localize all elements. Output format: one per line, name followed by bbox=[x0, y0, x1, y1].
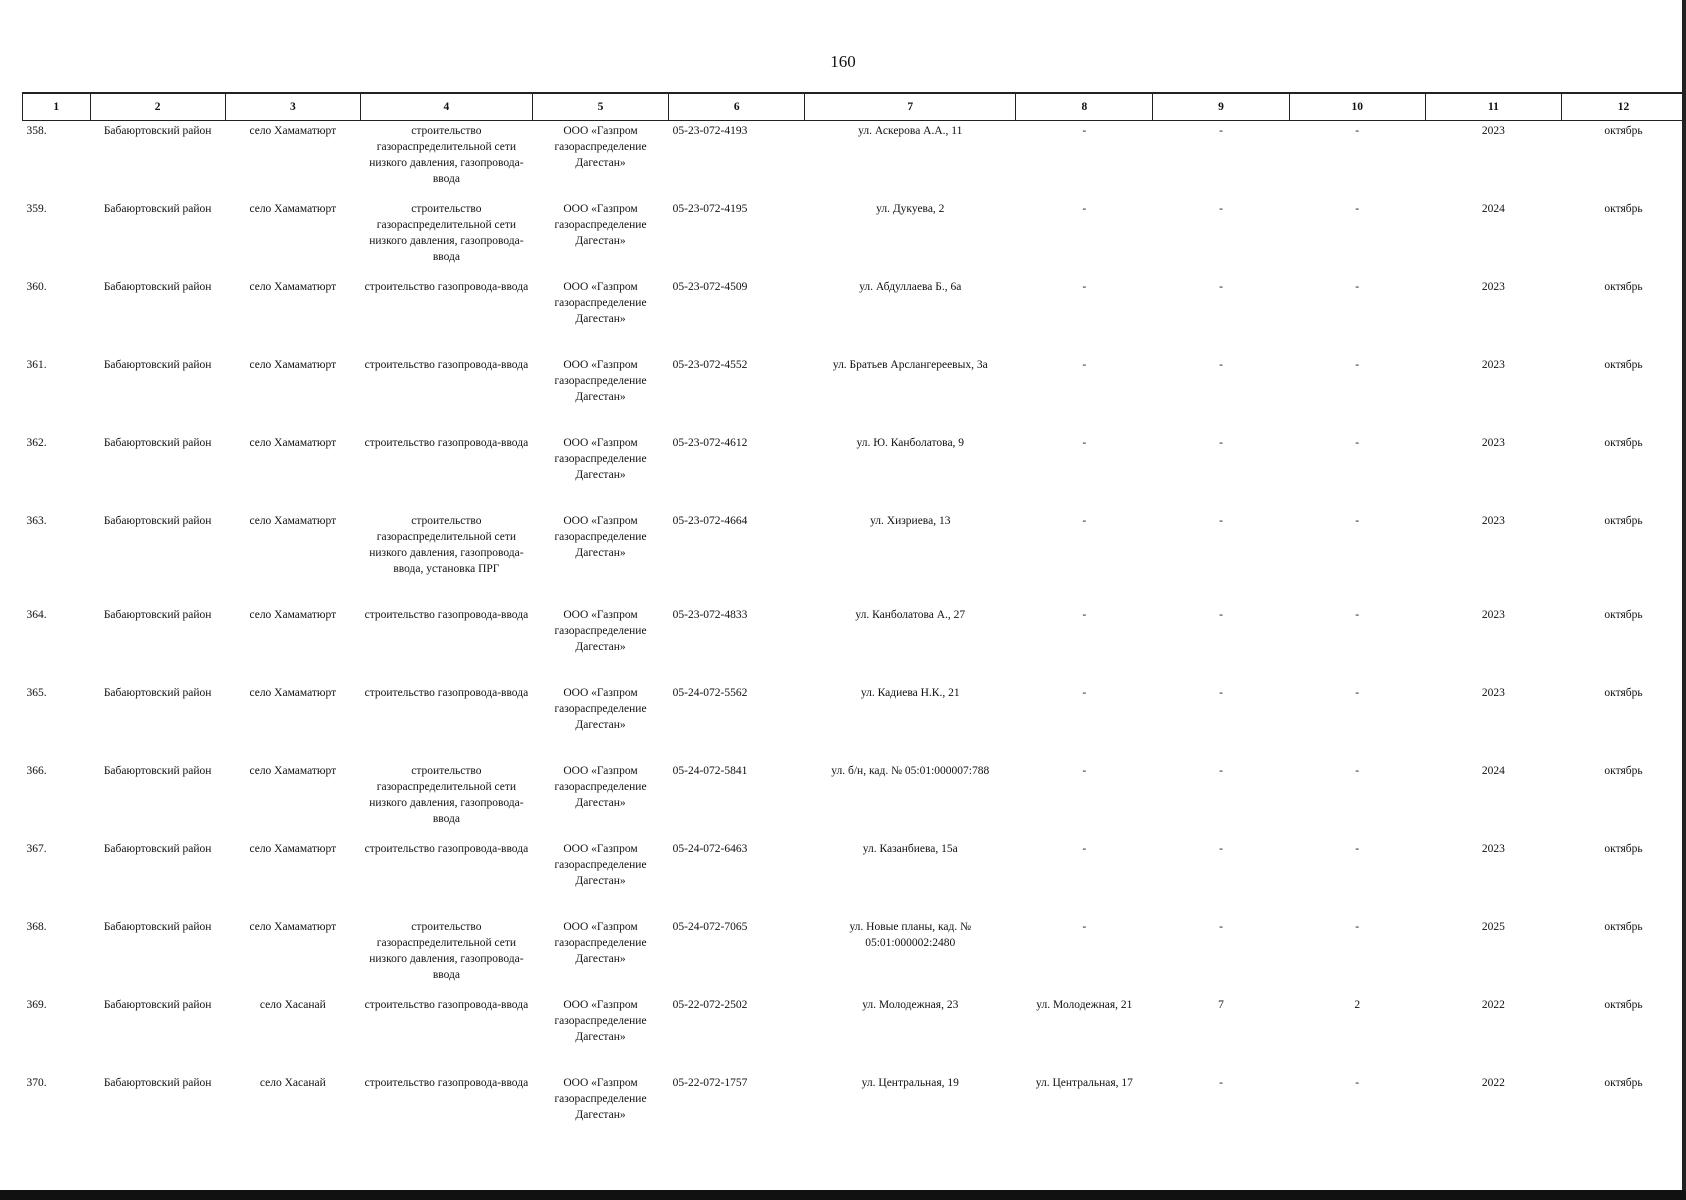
table-row bbox=[23, 199, 1686, 277]
column-header: 4 bbox=[360, 93, 532, 121]
year-cell: 2023 bbox=[1481, 515, 1505, 527]
settlement-cell: село Хамаматюрт bbox=[249, 515, 337, 527]
district-cell: Бабаюртовский район bbox=[103, 609, 212, 621]
month-cell: октябрь bbox=[1604, 609, 1643, 621]
table-row bbox=[23, 605, 1686, 683]
column-9-cell: - bbox=[1219, 765, 1223, 777]
work-type-cell: строительство газопровода-ввода bbox=[364, 359, 529, 371]
settlement-cell: село Хамаматюрт bbox=[249, 437, 337, 449]
row-number: 366. bbox=[26, 765, 47, 777]
column-8-cell: - bbox=[1082, 687, 1087, 699]
row-number: 360. bbox=[26, 281, 47, 293]
row-number: 370. bbox=[26, 1077, 47, 1089]
column-9-cell: - bbox=[1219, 125, 1223, 137]
column-9-cell: - bbox=[1219, 515, 1223, 527]
year-cell: 2023 bbox=[1481, 843, 1505, 855]
address-cell: ул. Абдуллаева Б., 6а bbox=[859, 281, 962, 293]
year-cell: 2023 bbox=[1481, 609, 1505, 621]
month-cell: октябрь bbox=[1604, 999, 1643, 1011]
settlement-cell: село Хасанай bbox=[259, 1077, 326, 1089]
row-number: 361. bbox=[26, 359, 47, 371]
month-cell: октябрь bbox=[1604, 281, 1643, 293]
year-cell: 2023 bbox=[1481, 125, 1505, 137]
work-type-cell: строительство газопровода-ввода bbox=[364, 437, 529, 449]
column-8-cell: - bbox=[1082, 515, 1087, 527]
registry-table bbox=[22, 92, 1686, 1151]
work-type-cell: строительство газораспределительной сети низкого давления, газопровода-ввода bbox=[369, 203, 524, 263]
address-cell: ул. Канболатова А., 27 bbox=[855, 609, 966, 621]
address-cell: ул. Аскерова А.А., 11 bbox=[858, 125, 963, 137]
column-10-cell: - bbox=[1355, 281, 1360, 293]
row-number: 369. bbox=[26, 999, 47, 1011]
organization-cell: ООО «Газпром газораспределение Дагестан» bbox=[554, 687, 647, 731]
year-cell: 2023 bbox=[1481, 437, 1505, 449]
district-cell: Бабаюртовский район bbox=[103, 125, 212, 137]
column-8-cell: ул. Молодежная, 21 bbox=[1036, 999, 1133, 1011]
column-10-cell: - bbox=[1355, 687, 1360, 699]
row-number: 367. bbox=[26, 843, 47, 855]
address-cell: ул. Дукуева, 2 bbox=[876, 203, 945, 215]
column-header: 11 bbox=[1425, 93, 1561, 121]
request-code-cell: 05-22-072-2502 bbox=[672, 999, 748, 1011]
column-8-cell: - bbox=[1082, 765, 1087, 777]
district-cell: Бабаюртовский район bbox=[103, 359, 212, 371]
column-10-cell: - bbox=[1355, 125, 1360, 137]
month-cell: октябрь bbox=[1604, 437, 1643, 449]
column-8-cell: - bbox=[1082, 203, 1087, 215]
column-header: 5 bbox=[532, 93, 668, 121]
column-10-cell: - bbox=[1355, 609, 1360, 621]
settlement-cell: село Хамаматюрт bbox=[249, 687, 337, 699]
organization-cell: ООО «Газпром газораспределение Дагестан» bbox=[554, 125, 647, 169]
table-row bbox=[23, 511, 1686, 605]
column-8-cell: - bbox=[1082, 125, 1087, 137]
organization-cell: ООО «Газпром газораспределение Дагестан» bbox=[554, 281, 647, 325]
table-row bbox=[23, 1073, 1686, 1151]
column-9-cell: - bbox=[1219, 921, 1223, 933]
column-9-cell: - bbox=[1219, 359, 1223, 371]
column-10-cell: - bbox=[1355, 515, 1360, 527]
organization-cell: ООО «Газпром газораспределение Дагестан» bbox=[554, 921, 647, 965]
column-9-cell: - bbox=[1219, 843, 1223, 855]
settlement-cell: село Хамаматюрт bbox=[249, 203, 337, 215]
column-10-cell: - bbox=[1355, 359, 1360, 371]
table-row bbox=[23, 995, 1686, 1073]
request-code-cell: 05-22-072-1757 bbox=[672, 1077, 748, 1089]
organization-cell: ООО «Газпром газораспределение Дагестан» bbox=[554, 999, 647, 1043]
column-9-cell: - bbox=[1219, 203, 1223, 215]
table-row bbox=[23, 355, 1686, 433]
settlement-cell: село Хасанай bbox=[259, 999, 326, 1011]
address-cell: ул. Братьев Арслангереевых, 3а bbox=[832, 359, 988, 371]
work-type-cell: строительство газопровода-ввода bbox=[364, 281, 529, 293]
row-number: 368. bbox=[26, 921, 47, 933]
district-cell: Бабаюртовский район bbox=[103, 437, 212, 449]
settlement-cell: село Хамаматюрт bbox=[249, 609, 337, 621]
year-cell: 2023 bbox=[1481, 687, 1505, 699]
request-code-cell: 05-24-072-7065 bbox=[672, 921, 748, 933]
district-cell: Бабаюртовский район bbox=[103, 999, 212, 1011]
work-type-cell: строительство газораспределительной сети низкого давления, газопровода-ввода, установка ПРГ bbox=[369, 515, 524, 575]
month-cell: октябрь bbox=[1604, 515, 1643, 527]
request-code-cell: 05-24-072-5841 bbox=[672, 765, 748, 777]
work-type-cell: строительство газораспределительной сети низкого давления, газопровода-ввода bbox=[369, 765, 524, 825]
organization-cell: ООО «Газпром газораспределение Дагестан» bbox=[554, 203, 647, 247]
column-8-cell: - bbox=[1082, 281, 1087, 293]
year-cell: 2022 bbox=[1481, 999, 1505, 1011]
settlement-cell: село Хамаматюрт bbox=[249, 843, 337, 855]
row-number: 365. bbox=[26, 687, 47, 699]
table-row bbox=[23, 761, 1686, 839]
request-code-cell: 05-24-072-6463 bbox=[672, 843, 748, 855]
district-cell: Бабаюртовский район bbox=[103, 281, 212, 293]
column-9-cell: - bbox=[1219, 437, 1223, 449]
row-number: 359. bbox=[26, 203, 47, 215]
column-10-cell: - bbox=[1355, 765, 1360, 777]
settlement-cell: село Хамаматюрт bbox=[249, 765, 337, 777]
district-cell: Бабаюртовский район bbox=[103, 765, 212, 777]
column-header: 12 bbox=[1562, 93, 1686, 121]
address-cell: ул. Молодежная, 23 bbox=[862, 999, 959, 1011]
address-cell: ул. Казанбиева, 15а bbox=[862, 843, 958, 855]
work-type-cell: строительство газопровода-ввода bbox=[364, 843, 529, 855]
table-row bbox=[23, 433, 1686, 511]
organization-cell: ООО «Газпром газораспределение Дагестан» bbox=[554, 437, 647, 481]
column-8-cell: - bbox=[1082, 921, 1087, 933]
work-type-cell: строительство газораспределительной сети низкого давления, газопровода-ввода bbox=[369, 125, 524, 185]
column-header: 7 bbox=[805, 93, 1016, 121]
scan-edge bbox=[1682, 0, 1686, 1190]
work-type-cell: строительство газопровода-ввода bbox=[364, 999, 529, 1011]
column-9-cell: 7 bbox=[1218, 999, 1224, 1011]
column-header: 2 bbox=[90, 93, 225, 121]
address-cell: ул. Ю. Канболатова, 9 bbox=[856, 437, 965, 449]
table-row bbox=[23, 683, 1686, 761]
column-8-cell: - bbox=[1082, 609, 1087, 621]
month-cell: октябрь bbox=[1604, 359, 1643, 371]
column-9-cell: - bbox=[1219, 1077, 1223, 1089]
column-8-cell: ул. Центральная, 17 bbox=[1035, 1077, 1133, 1089]
request-code-cell: 05-23-072-4833 bbox=[672, 609, 748, 621]
table-row bbox=[23, 121, 1686, 200]
page-number: 160 bbox=[830, 52, 856, 71]
organization-cell: ООО «Газпром газораспределение Дагестан» bbox=[554, 843, 647, 887]
district-cell: Бабаюртовский район bbox=[103, 687, 212, 699]
column-10-cell: - bbox=[1355, 1077, 1360, 1089]
organization-cell: ООО «Газпром газораспределение Дагестан» bbox=[554, 609, 647, 653]
month-cell: октябрь bbox=[1604, 203, 1643, 215]
column-10-cell: - bbox=[1355, 843, 1360, 855]
month-cell: октябрь bbox=[1604, 843, 1643, 855]
column-header: 10 bbox=[1289, 93, 1425, 121]
year-cell: 2024 bbox=[1481, 203, 1505, 215]
settlement-cell: село Хамаматюрт bbox=[249, 359, 337, 371]
month-cell: октябрь bbox=[1604, 765, 1643, 777]
request-code-cell: 05-23-072-4552 bbox=[672, 359, 748, 371]
district-cell: Бабаюртовский район bbox=[103, 921, 212, 933]
request-code-cell: 05-23-072-4509 bbox=[672, 281, 748, 293]
year-cell: 2023 bbox=[1481, 359, 1505, 371]
organization-cell: ООО «Газпром газораспределение Дагестан» bbox=[554, 515, 647, 559]
column-8-cell: - bbox=[1082, 843, 1087, 855]
column-header: 8 bbox=[1016, 93, 1153, 121]
column-header: 1 bbox=[23, 93, 91, 121]
address-cell: ул. Новые планы, кад. № 05:01:000002:2480 bbox=[849, 921, 972, 949]
column-8-cell: - bbox=[1082, 437, 1087, 449]
month-cell: октябрь bbox=[1604, 921, 1643, 933]
table-row bbox=[23, 917, 1686, 995]
month-cell: октябрь bbox=[1604, 1077, 1643, 1089]
month-cell: октябрь bbox=[1604, 125, 1643, 137]
request-code-cell: 05-23-072-4193 bbox=[672, 125, 748, 137]
column-10-cell: - bbox=[1355, 203, 1360, 215]
request-code-cell: 05-24-072-5562 bbox=[672, 687, 748, 699]
year-cell: 2025 bbox=[1481, 921, 1505, 933]
address-cell: ул. Центральная, 19 bbox=[861, 1077, 959, 1089]
work-type-cell: строительство газопровода-ввода bbox=[364, 1077, 529, 1089]
row-number: 358. bbox=[26, 125, 47, 137]
settlement-cell: село Хамаматюрт bbox=[249, 921, 337, 933]
work-type-cell: строительство газопровода-ввода bbox=[364, 687, 529, 699]
request-code-cell: 05-23-072-4664 bbox=[672, 515, 748, 527]
address-cell: ул. Хизриева, 13 bbox=[870, 515, 951, 527]
table-row bbox=[23, 277, 1686, 355]
organization-cell: ООО «Газпром газораспределение Дагестан» bbox=[554, 765, 647, 809]
column-header: 9 bbox=[1153, 93, 1289, 121]
district-cell: Бабаюртовский район bbox=[103, 843, 212, 855]
request-code-cell: 05-23-072-4612 bbox=[672, 437, 748, 449]
column-10-cell: 2 bbox=[1354, 999, 1361, 1011]
table-body bbox=[23, 121, 1686, 1152]
column-9-cell: - bbox=[1219, 281, 1223, 293]
month-cell: октябрь bbox=[1604, 687, 1643, 699]
district-cell: Бабаюртовский район bbox=[103, 203, 212, 215]
column-8-cell: - bbox=[1082, 359, 1087, 371]
work-type-cell: строительство газопровода-ввода bbox=[364, 609, 529, 621]
column-9-cell: - bbox=[1219, 609, 1223, 621]
row-number: 362. bbox=[26, 437, 47, 449]
address-cell: ул. Кадиева Н.К., 21 bbox=[860, 687, 960, 699]
table-row bbox=[23, 839, 1686, 917]
column-10-cell: - bbox=[1355, 921, 1360, 933]
year-cell: 2022 bbox=[1481, 1077, 1505, 1089]
district-cell: Бабаюртовский район bbox=[103, 515, 212, 527]
address-cell: ул. б/н, кад. № 05:01:000007:788 bbox=[831, 765, 990, 777]
organization-cell: ООО «Газпром газораспределение Дагестан» bbox=[554, 1077, 647, 1121]
column-header: 3 bbox=[225, 93, 360, 121]
year-cell: 2024 bbox=[1481, 765, 1505, 777]
year-cell: 2023 bbox=[1481, 281, 1505, 293]
request-code-cell: 05-23-072-4195 bbox=[672, 203, 748, 215]
column-10-cell: - bbox=[1355, 437, 1360, 449]
settlement-cell: село Хамаматюрт bbox=[249, 125, 337, 137]
column-9-cell: - bbox=[1219, 687, 1223, 699]
scan-bottom-band bbox=[0, 1190, 1686, 1200]
settlement-cell: село Хамаматюрт bbox=[249, 281, 337, 293]
organization-cell: ООО «Газпром газораспределение Дагестан» bbox=[554, 359, 647, 403]
row-number: 364. bbox=[26, 609, 47, 621]
column-header: 6 bbox=[669, 93, 805, 121]
header-row bbox=[23, 93, 1686, 121]
work-type-cell: строительство газораспределительной сети низкого давления, газопровода-ввода bbox=[369, 921, 524, 981]
district-cell: Бабаюртовский район bbox=[103, 1077, 212, 1089]
row-number: 363. bbox=[26, 515, 47, 527]
